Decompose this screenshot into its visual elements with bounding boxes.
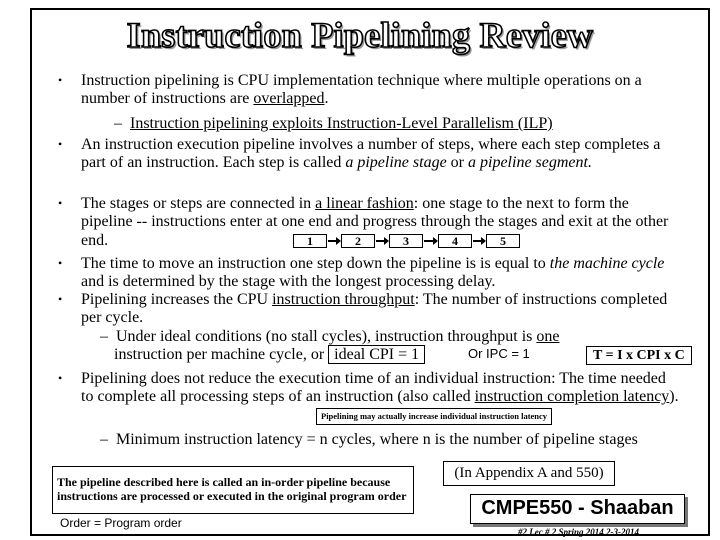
bullet-3: •: [58, 196, 63, 210]
p1-underlined: overlapped: [253, 90, 325, 108]
latency-note-box: Pipelining may actually increase individual instruction latency: [316, 408, 552, 425]
bullet-1: •: [58, 73, 63, 87]
p2-italic-2: a pipeline segment.: [468, 154, 592, 172]
p5-end: : The number of instructions completed per cycle.: [81, 291, 668, 327]
stage-box-1: 1: [293, 234, 327, 248]
stage-arrow-2: [376, 240, 387, 242]
appendix-box: (In Appendix A and 550): [443, 461, 615, 486]
paragraph-5: [81, 291, 681, 328]
t-formula-box: T = I x CPI x C: [586, 346, 692, 365]
bullet-5: •: [58, 292, 63, 306]
p1-text: Instruction pipelining is CPU implementation technique where multiple operations on a number of instructions are: [81, 72, 642, 108]
p4-end: and is determined by the stage with the longest processing delay.: [81, 273, 496, 291]
stage-box-3: 3: [389, 234, 423, 248]
s1-text: Instruction pipelining exploits Instruction-Level Parallelism (ILP): [130, 115, 553, 132]
s5-text: Under ideal conditions (no stall cycles), instruction throughput is: [116, 328, 537, 345]
p1-end: .: [324, 90, 329, 108]
paragraph-1: [81, 72, 681, 109]
s5-underlined: one: [536, 328, 560, 345]
bullet-6: •: [58, 371, 63, 385]
s6-text: Minimum instruction latency = n cycles, where n is the number of pipeline stages: [116, 431, 638, 448]
in-order-note-box: The pipeline described here is called an in-order pipeline because instructions are processed or executed in the original program order: [52, 466, 414, 514]
paragraph-2: [81, 136, 681, 173]
s5-line-2: [114, 346, 425, 364]
s1-dash: –: [114, 115, 122, 132]
stage-box-2: 2: [341, 234, 375, 248]
stage-box-5: 5: [486, 234, 520, 248]
stage-arrow-4: [473, 240, 484, 242]
p3-text: The stages or steps are connected in: [81, 195, 316, 212]
p2-mid: or: [446, 154, 468, 172]
s5-text-2: instruction per machine cycle, or: [114, 346, 329, 363]
p6-end: ).: [669, 388, 679, 406]
paragraph-4: [81, 255, 681, 292]
s5-dash: –: [100, 328, 108, 345]
ideal-cpi-box: ideal CPI = 1: [328, 345, 425, 364]
s6-dash: –: [100, 431, 108, 448]
slide-title: Instruction Pipelining Review: [126, 15, 594, 55]
or-ipc-note: Or IPC = 1: [468, 346, 530, 361]
paragraph-6: [81, 370, 681, 407]
p3-underlined: a linear fashion: [315, 195, 414, 212]
stage-box-4: 4: [438, 234, 472, 248]
p2-text: An instruction execution pipeline involves a number of steps, where each step completes a part of an instruction. Each step is called: [81, 136, 661, 172]
course-badge: CMPE550 - Shaaban: [470, 494, 685, 524]
bullet-2: •: [58, 137, 63, 151]
p6-text: Pipelining does not reduce the execution time of an individual instruction: The time needed to complete all processing steps of an instruction (also called: [81, 370, 666, 406]
order-note: Order = Program order: [60, 516, 182, 530]
p4-italic: the machine cycle: [549, 255, 665, 272]
p3-end: : one stage to the next to form the pipeline -- instructions enter at one end and progress through the stages and exit at the other end.: [81, 195, 669, 249]
p2-italic-1: a pipeline stage: [345, 154, 447, 172]
p4-text: The time to move an instruction one step down the pipeline is is equal to: [81, 255, 550, 272]
bullet-4: •: [58, 256, 63, 270]
stage-arrow-3: [424, 240, 436, 242]
sub-bullet-5: [100, 328, 559, 346]
p6-underlined: instruction completion latency: [474, 388, 670, 406]
p5-text: Pipelining increases the CPU: [81, 291, 273, 308]
p5-underlined: instruction throughput: [272, 291, 415, 308]
sub-bullet-1: [114, 115, 553, 133]
stage-arrow-1: [328, 240, 339, 242]
slide-footer: #2 Lec # 2 Spring 2014 2-3-2014: [518, 527, 639, 537]
sub-bullet-6: [100, 431, 660, 449]
